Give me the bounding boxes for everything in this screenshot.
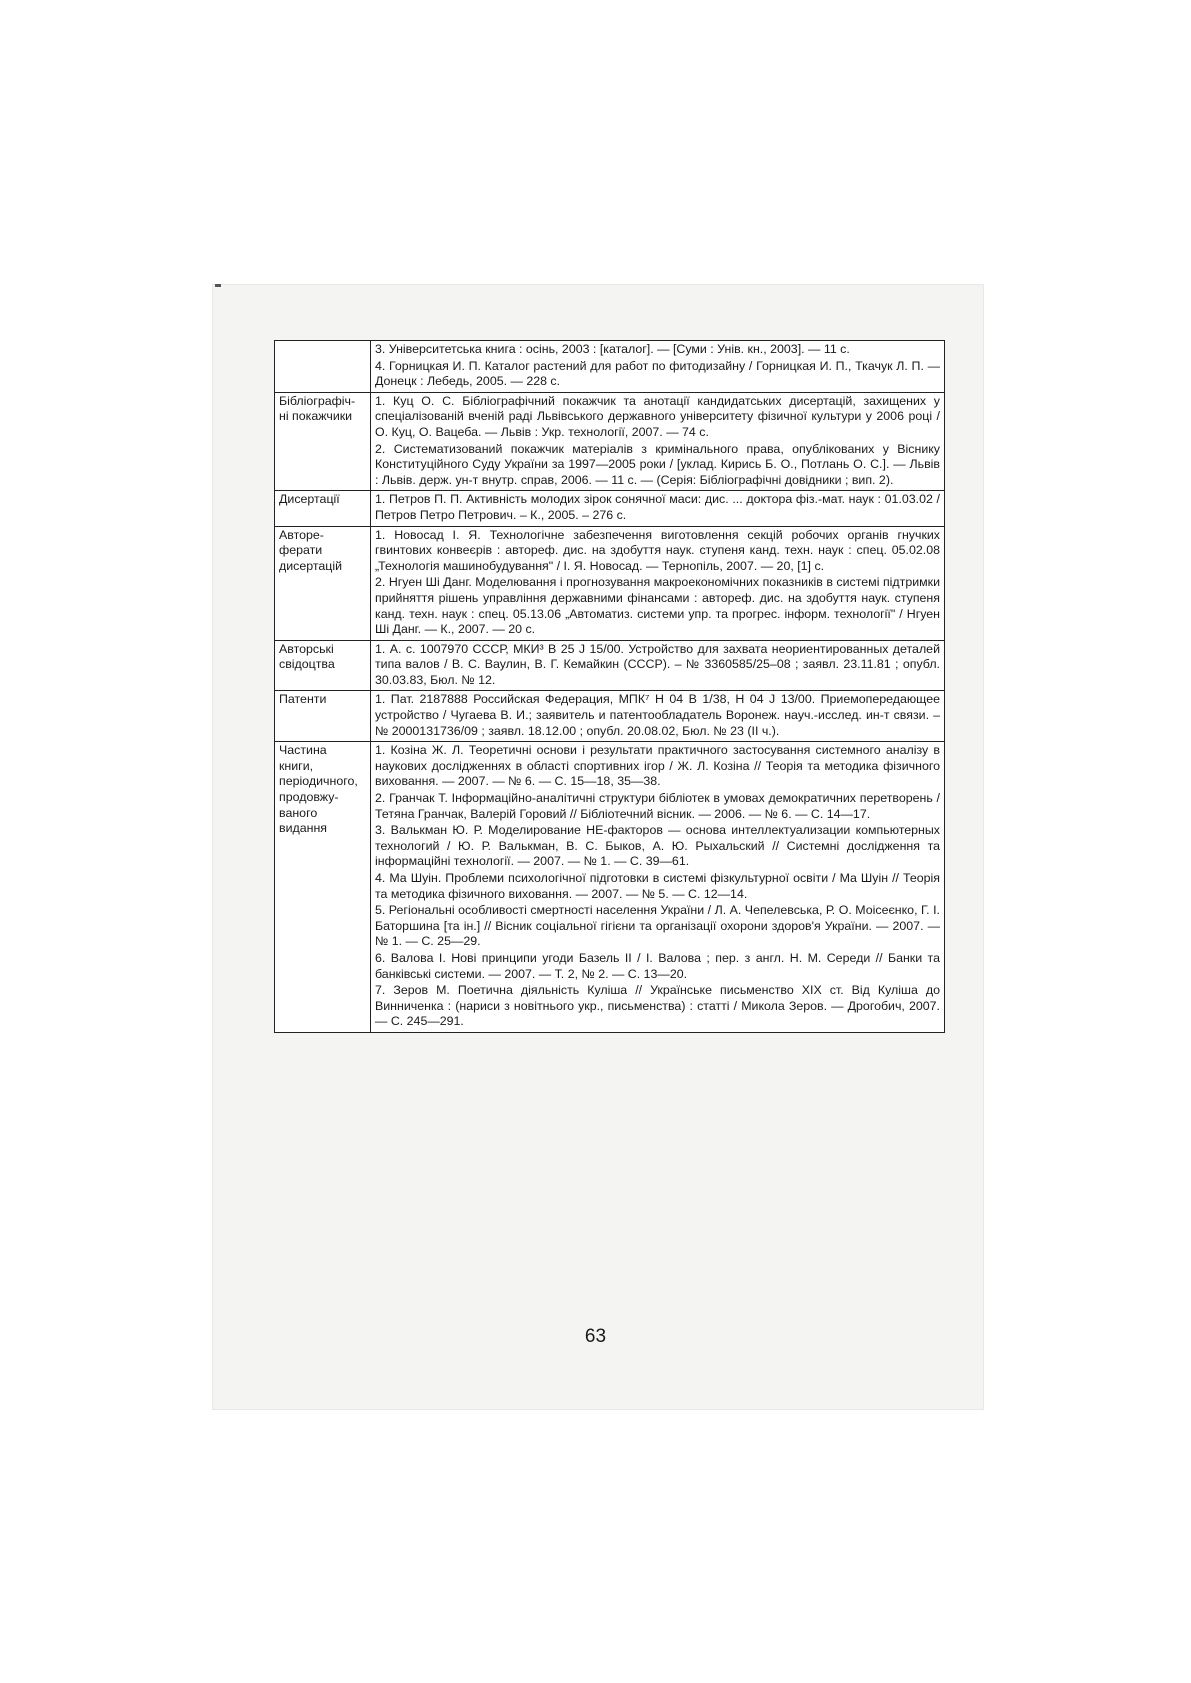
- entry: 6. Валова І. Нові принципи угоди Базель II / І. Валова ; пер. з англ. Н. М. Середи // Банки та банківські системи. — 2007. — Т. 2, № 2. — С. 13—20.: [375, 950, 940, 981]
- entry: 4. Ма Шуін. Проблеми психологічної підготовки в системі фізкультурної освіти / Ма Шуін // Теорія та методика фізичного виховання. — 2007. — № 5. — С. 12—14.: [375, 871, 940, 901]
- entry: 7. Зеров М. Поетична діяльність Куліша // Українське письменство XIX ст. Від Куліша до Винниченка : (нариси з новітнього укр., письменства) : статті / Микола Зеров. — Дрогобич, 2007. — С. 245—291.: [375, 983, 940, 1029]
- category-label: Авторе- ферати дисертацій: [279, 527, 343, 573]
- entries-cell: [371, 392, 945, 491]
- category-cell: [275, 640, 371, 691]
- table-row: [275, 742, 945, 1033]
- entry: 3. Університетська книга : осінь, 2003 : [каталог]. — [Суми : Унів. кн., 2003]. — 11 с.: [375, 342, 850, 356]
- category-cell: [275, 491, 371, 526]
- page-number: 63: [584, 1326, 607, 1347]
- entry: 1. Пат. 2187888 Российская Федерация, МПК⁷ Н 04 В 1/38, Н 04 J 13/00. Приемопередающее устройство / Чугаева В. И.; заявитель и патентообладатель Воронеж. науч.-исслед. ин-т связи. – № 2000131736/09 ; заявл. 18.12.00 ; опубл. 20.08.02, Бюл. № 23 (II ч.).: [375, 692, 940, 738]
- entries-cell: [371, 341, 945, 393]
- entry: 2. Систематизований покажчик матеріалів з кримінального права, опублікованих у Віснику Конституційного Суду України за 1997—2005 роки / [уклад. Кирись Б. О., Потлань О. С.]. — Львів : Львів. держ. ун-т внутр. справ, 2006. — 11 с. — (Серія: Бібліографічні довідники ; вип. 2).: [375, 441, 940, 487]
- entry: 2. Нгуен Ші Данг. Моделювання і прогнозування макроекономічних показників в системі підтримки прийняття рішень управління державними фінансами : автореф. дис. на здобуття наук. ступеня канд. техн. наук : спец. 05.13.06 „Автоматиз. системи упр. та прогрес. інформ. технології" / Нгуен Ші Данг. — К., 2007. — 20 с.: [375, 575, 940, 637]
- category-cell: [275, 392, 371, 491]
- category-label: Частина книги, періодичного, продовжу- ваного видання: [279, 743, 358, 836]
- entries-cell: [371, 742, 945, 1033]
- entries-cell: [371, 526, 945, 640]
- bibliography-table: [274, 340, 945, 1033]
- entry: 3. Валькман Ю. Р. Моделирование НЕ-факторов — основа интеллектуализации компьютерных технологий / Ю. Р. Валькман, В. С. Быков, А. Ю. Рыхальский // Системні дослідження та інформаційні технології. — 2007. — № 1. — С. 39—61.: [375, 823, 940, 869]
- entry: 5. Регіональні особливості смертності населення України / Л. А. Чепелевська, Р. О. Моісеєнко, Г. І. Баторшина [та ін.] // Вісник соціальної гігієни та організації охорони здоров'я України. — 2007. — № 1. — С. 25—29.: [375, 903, 940, 949]
- crop-mark: [215, 284, 221, 287]
- table-row: [275, 526, 945, 640]
- entry: 1. Петров П. П. Активність молодих зірок сонячної маси: дис. ... доктора фіз.-мат. наук : 01.03.02 / Петров Петро Петрович. – К., 2005. – 276 с.: [375, 492, 940, 522]
- entry: 4. Горницкая И. П. Каталог растений для работ по фитодизайну / Горницкая И. П., Ткачук Л. П. — Донецк : Лебедь, 2005. — 228 с.: [375, 358, 940, 389]
- table-row: [275, 341, 945, 393]
- entry: 1. А. с. 1007970 СССР, МКИ³ В 25 J 15/00. Устройство для захвата неориентированных деталей типа валов / В. С. Ваулин, В. Г. Кемайкин (СССР). – № 3360585/25–08 ; заявл. 23.11.81 ; опубл. 30.03.83, Бюл. № 12.: [375, 641, 940, 687]
- table-row: [275, 691, 945, 742]
- table-row: [275, 491, 945, 526]
- category-cell: [275, 526, 371, 640]
- entries-cell: [371, 491, 945, 526]
- entry: 1. Новосад І. Я. Технологічне забезпечення виготовлення секцій робочих органів гнучких гвинтових конвеєрів : автореф. дис. на здобуття наук. ступеня канд. техн. наук : спец. 05.02.08 „Технологія машинобудування" / І. Я. Новосад. — Тернопіль, 2007. — 20, [1] с.: [375, 527, 940, 573]
- entry: 1. Куц О. С. Бібліографічний покажчик та анотації кандидатських дисертацій, захищених у спеціалізованій вченій раді Львівського державного університету фізичної культури у 2006 році / О. Куц, О. Вацеба. — Львів : Укр. технології, 2007. — 74 с.: [375, 393, 940, 439]
- entry: 1. Козіна Ж. Л. Теоретичні основи і результати практичного застосування системного аналізу в наукових дослідженнях в області спортивних ігор / Ж. Л. Козіна // Теорія та методика фізичного виховання. — 2007. — № 6. — С. 15—18, 35—38.: [375, 743, 940, 789]
- category-cell: [275, 742, 371, 1033]
- table-row: [275, 640, 945, 691]
- category-cell: [275, 691, 371, 742]
- entries-cell: [371, 640, 945, 691]
- entry: 2. Гранчак Т. Інформаційно-аналітичні структури бібліотек в умовах демократичних перетворень / Тетяна Гранчак, Валерій Горовий // Бібліотечний вісник. — 2006. — № 6. — С. 14—17.: [375, 791, 940, 821]
- table-row: [275, 392, 945, 491]
- category-cell: [275, 341, 371, 393]
- category-label: Авторські свідоцтва: [279, 641, 335, 672]
- category-label: Дисертації: [279, 492, 340, 507]
- category-label: Патенти: [279, 692, 327, 707]
- category-label: Бібліографіч- ні покажчики: [279, 393, 356, 424]
- entries-cell: [371, 691, 945, 742]
